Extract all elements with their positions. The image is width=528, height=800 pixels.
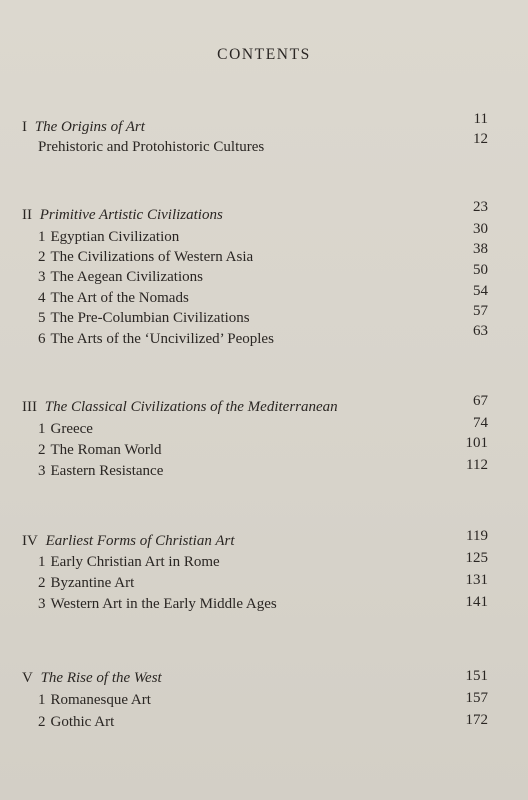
chapter-number: 5 (38, 310, 46, 326)
part-heading (22, 118, 462, 136)
page-number: 30 (473, 221, 488, 237)
chapter-number: 6 (38, 331, 46, 347)
chapter-number: 3 (38, 596, 46, 612)
chapter-entry (38, 462, 458, 480)
part-number: V (22, 670, 33, 686)
chapter-number: 1 (38, 692, 46, 708)
page-number: 112 (466, 457, 488, 473)
chapter-title: Prehistoric and Protohistoric Cultures (38, 139, 265, 155)
chapter-title: Romanesque Art (50, 692, 151, 708)
chapter-number: 2 (38, 442, 46, 458)
chapter-number: 1 (38, 229, 46, 245)
part-heading (22, 532, 462, 550)
part-title: Primitive Artistic Civilizations (39, 207, 223, 223)
chapter-entry (38, 330, 458, 348)
page-number: 67 (473, 393, 488, 409)
part-title: Earliest Forms of Christian Art (45, 533, 235, 549)
part-title: The Rise of the West (40, 670, 162, 686)
chapter-title: Eastern Resistance (50, 463, 164, 479)
chapter-number: 2 (38, 575, 46, 591)
page-number: 54 (473, 283, 488, 299)
chapter-entry (38, 268, 458, 286)
page-number: 157 (465, 690, 488, 706)
chapter-title: The Art of the Nomads (50, 290, 189, 306)
chapter-title: The Roman World (50, 442, 162, 458)
chapter-entry (38, 713, 458, 731)
page-number: 63 (473, 323, 488, 339)
page-number: 74 (473, 415, 488, 431)
chapter-title: The Civilizations of Western Asia (50, 249, 254, 265)
part-number: IV (22, 533, 38, 549)
chapter-number: 2 (38, 714, 46, 730)
part-title: The Origins of Art (34, 119, 145, 135)
part-heading (22, 206, 462, 224)
chapter-title: Byzantine Art (50, 575, 135, 591)
page-number: 23 (473, 199, 488, 215)
page-number: 131 (465, 572, 488, 588)
chapter-entry (38, 595, 458, 613)
page-number: 119 (466, 528, 488, 544)
part-heading (22, 669, 462, 687)
chapter-number: 3 (38, 463, 46, 479)
page-number: 12 (473, 131, 488, 147)
part-number: I (22, 119, 27, 135)
chapter-title: Early Christian Art in Rome (50, 554, 220, 570)
chapter-entry (38, 574, 458, 592)
chapter-title: Greece (50, 421, 93, 437)
chapter-number: 1 (38, 421, 46, 437)
chapter-entry (38, 420, 458, 438)
chapter-entry (38, 441, 458, 459)
page-number: 57 (473, 303, 488, 319)
page-number: 172 (465, 712, 488, 728)
chapter-title: The Pre-Columbian Civilizations (50, 310, 250, 326)
chapter-number: 3 (38, 269, 46, 285)
part-number: III (22, 399, 37, 415)
page-number: 38 (473, 241, 488, 257)
chapter-title: Gothic Art (50, 714, 115, 730)
chapter-entry (38, 691, 458, 709)
part-number: II (22, 207, 32, 223)
page-number: 151 (465, 668, 488, 684)
chapter-entry (38, 138, 458, 156)
page-number: 141 (465, 594, 488, 610)
chapter-title: Egyptian Civilization (50, 229, 180, 245)
chapter-entry (38, 228, 458, 246)
chapter-title: Western Art in the Early Middle Ages (50, 596, 277, 612)
chapter-title: The Arts of the ‘Uncivilized’ Peoples (50, 331, 274, 347)
page-number: 125 (465, 550, 488, 566)
contents-heading: CONTENTS (217, 46, 311, 63)
page-number: 50 (473, 262, 488, 278)
chapter-number: 2 (38, 249, 46, 265)
chapter-entry (38, 289, 458, 307)
page-number: 11 (473, 111, 488, 127)
chapter-entry (38, 309, 458, 327)
chapter-entry (38, 248, 458, 266)
chapter-title: The Aegean Civilizations (50, 269, 203, 285)
part-title: The Classical Civilizations of the Mediterranean (44, 399, 338, 415)
chapter-entry (38, 553, 458, 571)
page-number: 101 (465, 435, 488, 451)
chapter-number: 4 (38, 290, 46, 306)
part-heading (22, 398, 462, 416)
chapter-number: 1 (38, 554, 46, 570)
